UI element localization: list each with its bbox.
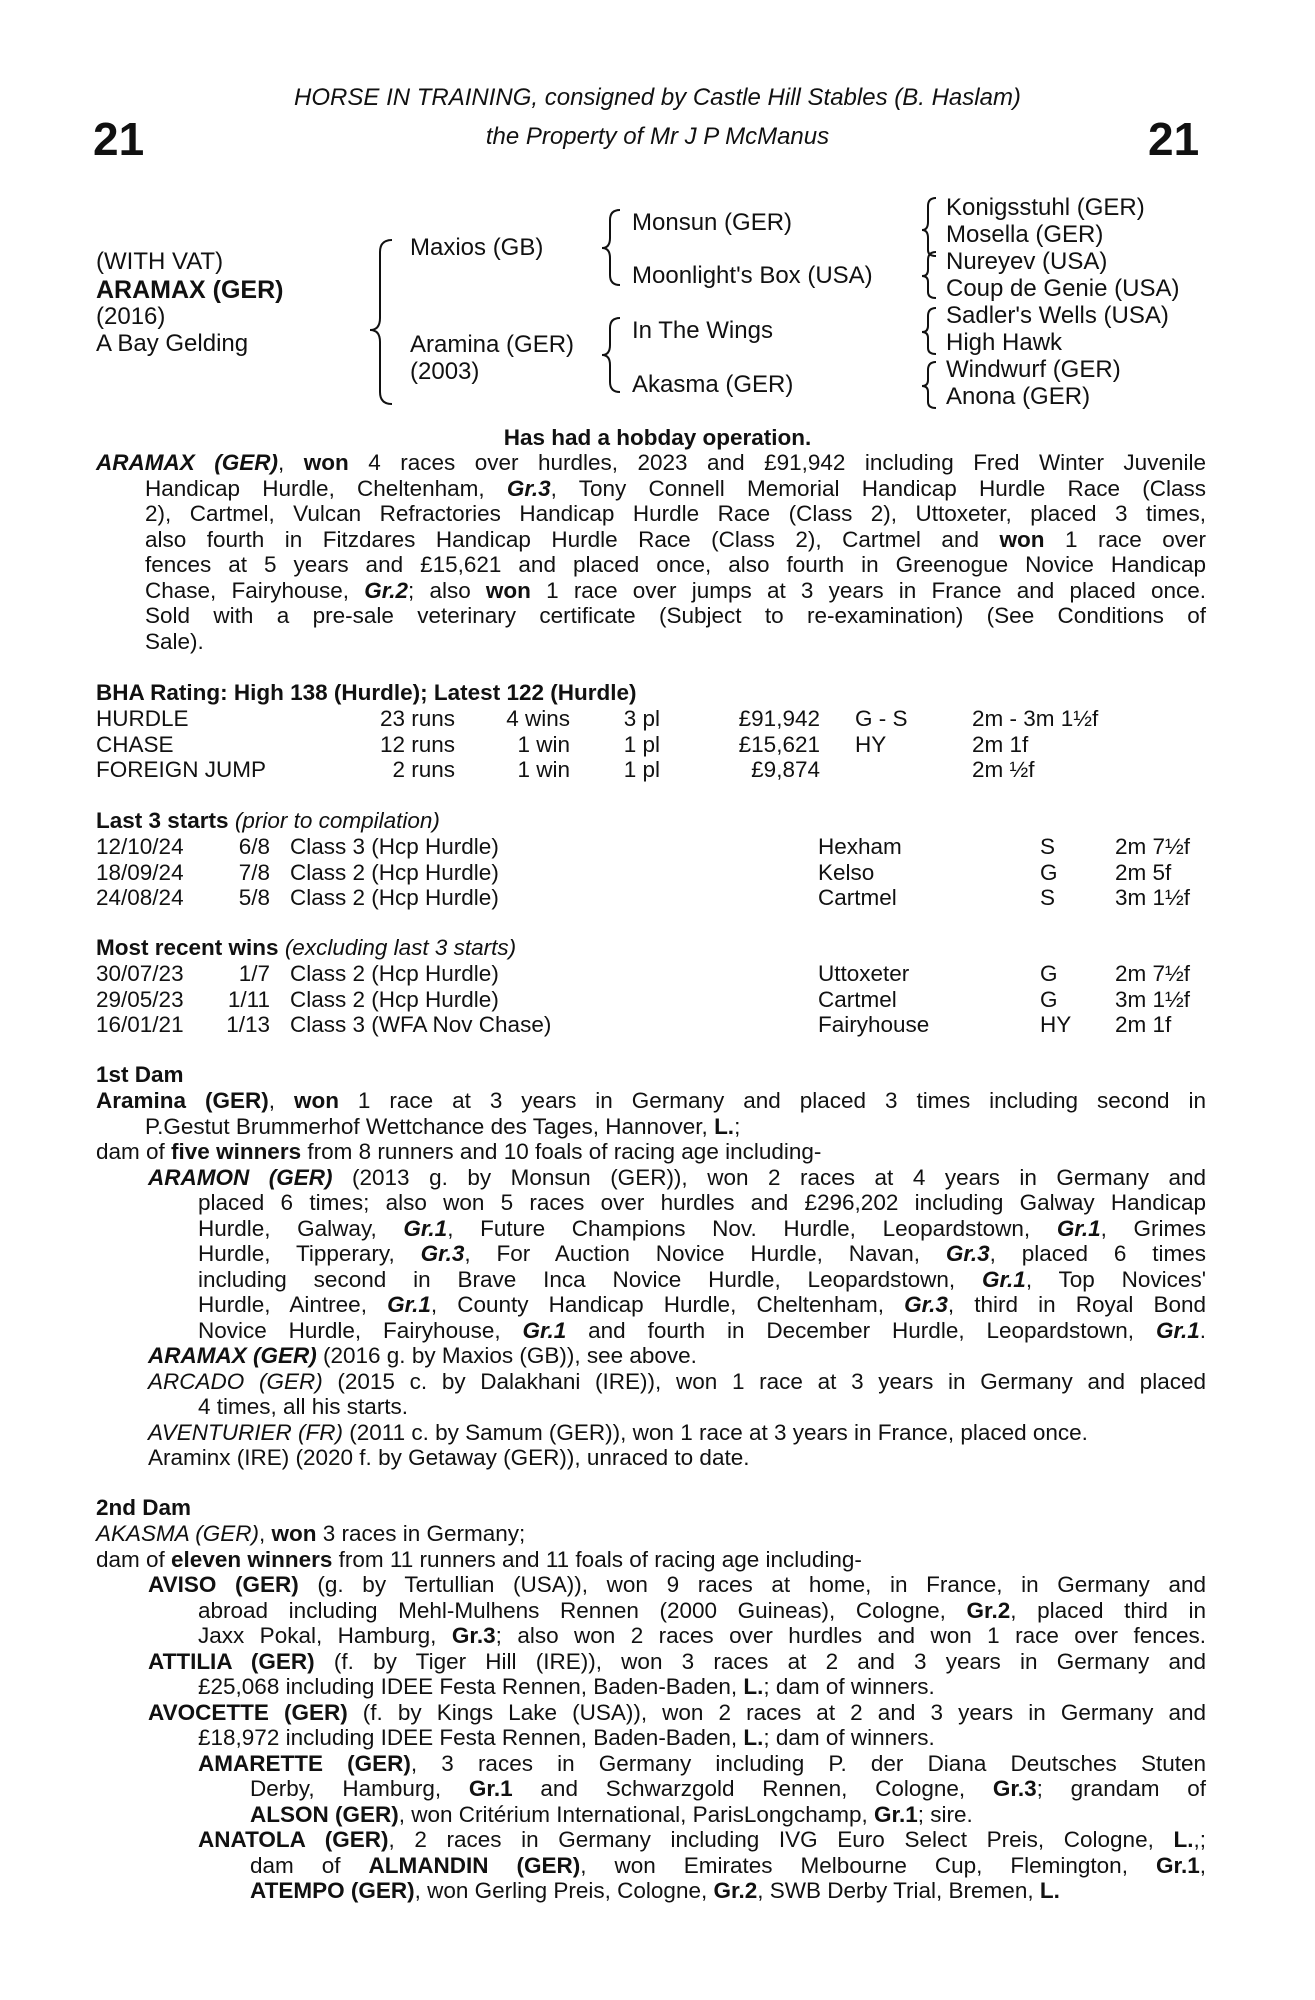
summary-line: 2), Cartmel, Vulcan Refractories Handicap Hurdle Race (Class 2), Uttoxeter, placed 3 times, bbox=[145, 501, 1206, 526]
recent-heading bbox=[96, 935, 516, 961]
dam2-line: £18,972 including IDEE Festa Rennen, Baden-Baden, L.; dam of winners. bbox=[198, 1725, 935, 1750]
summary-line: also fourth in Fitzdares Handicap Hurdle Race (Class 2), Cartmel and won 1 race over bbox=[145, 526, 1207, 552]
dam2-line: £25,068 including IDEE Festa Rennen, Baden-Baden, L.; dam of winners. bbox=[198, 1674, 935, 1699]
career-pl: 3 pl bbox=[623, 706, 660, 731]
summary-line: Sold with a pre-sale veterinary certificate (Subject to re-examination) (See Conditions of bbox=[145, 603, 1206, 628]
last3-date: 12/10/24 bbox=[96, 834, 184, 859]
gen3-4: Coup de Genie (USA) bbox=[946, 275, 1180, 302]
consignor-line: HORSE IN TRAINING, consigned by Castle Hill Stables (B. Haslam) bbox=[294, 84, 1021, 111]
dam2-title: 2nd Dam bbox=[96, 1495, 192, 1520]
last3-going: S bbox=[1040, 885, 1056, 910]
career-runs: 23 runs bbox=[379, 706, 455, 731]
dam1-line: Hurdle, Tipperary, Gr.3, For Auction Novice Hurdle, Navan, Gr.3, placed 6 times bbox=[198, 1241, 1206, 1266]
dam1-line: including second in Brave Inca Novice Hurdle, Leopardstown, Gr.1, Top Novices' bbox=[198, 1266, 1206, 1292]
dam2-line: Jaxx Pokal, Hamburg, Gr.3; also won 2 races over hurdles and won 1 race over fences. bbox=[198, 1623, 1207, 1648]
last3-going: G bbox=[1040, 859, 1058, 885]
sire-sire: Monsun (GER) bbox=[632, 209, 793, 236]
recent-course: Cartmel bbox=[818, 986, 897, 1012]
dam1-line: AVENTURIER (FR) (2011 c. by Samum (GER)), won 1 race at 3 years in France, placed once. bbox=[148, 1419, 1088, 1445]
dam1-line: ARCADO (GER) (2015 c. by Dalakhani (IRE)), won 1 race at 3 years in Germany and placed bbox=[148, 1368, 1206, 1394]
dam1-line: P.Gestut Brummerhof Wettchance des Tages, Hannover, L.; bbox=[145, 1113, 741, 1139]
last3-pos: 5/8 bbox=[238, 885, 270, 910]
recent-going: G bbox=[1040, 961, 1058, 986]
summary-line: Sale). bbox=[145, 628, 204, 654]
last3-title: Last 3 starts bbox=[96, 808, 229, 833]
dam1-line: ARAMAX (GER) (2016 g. by Maxios (GB)), see above. bbox=[148, 1343, 697, 1368]
bha-rating: BHA Rating: High 138 (Hurdle); Latest 122 (Hurdle) bbox=[96, 680, 637, 705]
dam-sire: In The Wings bbox=[632, 317, 773, 344]
recent-date: 16/01/21 bbox=[96, 1012, 184, 1037]
last3-dist: 3m 1½f bbox=[1115, 885, 1191, 910]
career-type: FOREIGN JUMP bbox=[96, 757, 267, 782]
dam1-line: ARAMON (GER) (2013 g. by Monsun (GER)), won 2 races at 4 years in Germany and bbox=[148, 1164, 1206, 1190]
career-runs: 12 runs bbox=[379, 731, 455, 757]
recent-date: 30/07/23 bbox=[96, 961, 184, 986]
recent-title: Most recent wins bbox=[96, 935, 279, 960]
career-pl: 1 pl bbox=[623, 731, 660, 757]
career-wins: 1 win bbox=[517, 731, 570, 757]
dam1-line: Hurdle, Galway, Gr.1, Future Champions Nov. Hurdle, Leopardstown, Gr.1, Grimes bbox=[198, 1215, 1206, 1241]
last3-course: Hexham bbox=[818, 834, 902, 859]
last3-course: Cartmel bbox=[818, 885, 897, 910]
summary-line: Chase, Fairyhouse, Gr.2; also won 1 race over jumps at 3 years in France and placed once. bbox=[145, 577, 1206, 603]
recent-pos: 1/11 bbox=[227, 986, 270, 1012]
summary-line: Handicap Hurdle, Cheltenham, Gr.3, Tony Connell Memorial Handicap Hurdle Race (Class bbox=[145, 475, 1206, 501]
career-wins: 4 wins bbox=[506, 706, 570, 731]
dam-dam: Akasma (GER) bbox=[632, 371, 794, 398]
gen3-6: High Hawk bbox=[946, 329, 1063, 356]
last3-date: 18/09/24 bbox=[96, 859, 184, 885]
career-going: HY bbox=[855, 731, 887, 757]
gen3-7: Windwurf (GER) bbox=[946, 356, 1121, 383]
summary-line: fences at 5 years and £15,621 and placed once, also fourth in Greenogue Novice Handicap bbox=[145, 552, 1206, 577]
recent-date: 29/05/23 bbox=[96, 986, 184, 1012]
last3-dist: 2m 7½f bbox=[1115, 834, 1191, 859]
recent-going: HY bbox=[1040, 1012, 1072, 1037]
career-type: HURDLE bbox=[96, 706, 189, 731]
gen3-1: Konigsstuhl (GER) bbox=[946, 194, 1145, 221]
dam2-line: AMARETTE (GER), 3 races in Germany including P. der Diana Deutsches Stuten bbox=[198, 1750, 1206, 1776]
recent-dist: 2m 7½f bbox=[1115, 961, 1191, 986]
recent-dist: 2m 1f bbox=[1115, 1012, 1172, 1037]
dam2-line: AKASMA (GER), won 3 races in Germany; bbox=[96, 1521, 526, 1546]
recent-pos: 1/13 bbox=[226, 1012, 270, 1037]
vat-note: (WITH VAT) bbox=[96, 248, 224, 275]
dam1-title: 1st Dam bbox=[96, 1062, 184, 1087]
career-dist: 2m 1f bbox=[972, 731, 1029, 757]
recent-course: Fairyhouse bbox=[818, 1012, 930, 1037]
dam2-line: AVISO (GER) (g. by Tertullian (USA)), won 9 races at home, in France, in Germany and bbox=[148, 1572, 1206, 1597]
career-wins: 1 win bbox=[517, 757, 570, 782]
dam1-line: placed 6 times; also won 5 races over hurdles and £296,202 including Galway Handicap bbox=[198, 1190, 1206, 1215]
recent-race: Class 3 (WFA Nov Chase) bbox=[290, 1012, 552, 1037]
career-going: G - S bbox=[855, 706, 908, 731]
gen3-8: Anona (GER) bbox=[946, 383, 1091, 410]
dam1-line: Hurdle, Aintree, Gr.1, County Handicap Hurdle, Cheltenham, Gr.3, third in Royal Bond bbox=[198, 1292, 1206, 1317]
dam2-line: dam of ALMANDIN (GER), won Emirates Melbourne Cup, Flemington, Gr.1, bbox=[250, 1852, 1206, 1878]
recent-pos: 1/7 bbox=[238, 961, 270, 986]
career-runs: 2 runs bbox=[392, 757, 455, 782]
horse-name: ARAMAX (GER) bbox=[96, 276, 284, 304]
career-dist: 2m - 3m 1½f bbox=[972, 706, 1099, 731]
lot-number-left: 21 bbox=[93, 113, 145, 165]
recent-course: Uttoxeter bbox=[818, 961, 910, 986]
dam2-line: ANATOLA (GER), 2 races in Germany including IVG Euro Select Preis, Cologne, L.,; bbox=[198, 1827, 1206, 1852]
dam1-line: Araminx (IRE) (2020 f. by Getaway (GER)), unraced to date. bbox=[148, 1445, 750, 1470]
last3-course: Kelso bbox=[818, 859, 875, 885]
dam2-line: ALSON (GER), won Critérium International, ParisLongchamp, Gr.1; sire. bbox=[250, 1801, 973, 1827]
last3-note: (prior to compilation) bbox=[234, 808, 440, 833]
sire: Maxios (GB) bbox=[410, 234, 544, 261]
last3-pos: 6/8 bbox=[238, 834, 270, 859]
dam1-line: Aramina (GER), won 1 race at 3 years in Germany and placed 3 times including second in bbox=[96, 1088, 1206, 1113]
recent-note: (excluding last 3 starts) bbox=[284, 935, 517, 960]
dam1-line: 4 times, all his starts. bbox=[198, 1394, 409, 1419]
dam2-line: ATEMPO (GER), won Gerling Preis, Cologne, Gr.2, SWB Derby Trial, Bremen, L. bbox=[250, 1878, 1060, 1903]
sire-dam: Moonlight's Box (USA) bbox=[632, 262, 873, 289]
last3-race: Class 3 (Hcp Hurdle) bbox=[290, 834, 499, 859]
last3-dist: 2m 5f bbox=[1115, 859, 1172, 885]
career-type: CHASE bbox=[96, 731, 174, 757]
summary-line: ARAMAX (GER), won 4 races over hurdles, 2023 and £91,942 including Fred Winter Juvenile bbox=[96, 450, 1206, 475]
lot-number-right: 21 bbox=[1148, 113, 1200, 165]
recent-going: G bbox=[1040, 986, 1058, 1012]
property-line: the Property of Mr J P McManus bbox=[485, 123, 830, 150]
dam2-line: ATTILIA (GER) (f. by Tiger Hill (IRE)), won 3 races at 2 and 3 years in Germany and bbox=[148, 1648, 1206, 1674]
dam2-line: Derby, Hamburg, Gr.1 and Schwarzgold Rennen, Cologne, Gr.3; grandam of bbox=[250, 1776, 1206, 1801]
hobday-note: Has had a hobday operation. bbox=[503, 425, 812, 450]
gen3-5: Sadler's Wells (USA) bbox=[946, 302, 1169, 329]
recent-race: Class 2 (Hcp Hurdle) bbox=[290, 986, 499, 1012]
career-prize: £91,942 bbox=[738, 706, 820, 731]
dam1-line: Novice Hurdle, Fairyhouse, Gr.1 and fourth in December Hurdle, Leopardstown, Gr.1. bbox=[198, 1317, 1206, 1343]
dam-year: (2003) bbox=[410, 358, 480, 385]
dam2-line: abroad including Mehl-Mulhens Rennen (2000 Guineas), Cologne, Gr.2, placed third in bbox=[198, 1597, 1206, 1623]
recent-dist: 3m 1½f bbox=[1115, 986, 1191, 1012]
career-pl: 1 pl bbox=[623, 757, 660, 782]
dam2-line: dam of eleven winners from 11 runners and 11 foals of racing age including- bbox=[96, 1546, 862, 1572]
gen3-2: Mosella (GER) bbox=[946, 221, 1104, 248]
career-prize: £15,621 bbox=[738, 731, 820, 757]
dam2-line: AVOCETTE (GER) (f. by Kings Lake (USA)), won 2 races at 2 and 3 years in Germany and bbox=[148, 1699, 1206, 1725]
dam: Aramina (GER) bbox=[410, 331, 575, 358]
horse-year: (2016) bbox=[96, 303, 166, 330]
gen3-3: Nureyev (USA) bbox=[946, 248, 1108, 275]
last3-race: Class 2 (Hcp Hurdle) bbox=[290, 859, 499, 885]
career-dist: 2m ½f bbox=[972, 757, 1035, 782]
last3-pos: 7/8 bbox=[238, 859, 270, 885]
last3-date: 24/08/24 bbox=[96, 885, 184, 910]
last3-going: S bbox=[1040, 834, 1056, 859]
horse-description: A Bay Gelding bbox=[96, 330, 249, 357]
last3-heading bbox=[96, 808, 440, 834]
dam1-line: dam of five winners from 8 runners and 10 foals of racing age including- bbox=[96, 1139, 822, 1164]
career-prize: £9,874 bbox=[751, 757, 820, 782]
recent-race: Class 2 (Hcp Hurdle) bbox=[290, 961, 499, 986]
last3-race: Class 2 (Hcp Hurdle) bbox=[290, 885, 499, 910]
